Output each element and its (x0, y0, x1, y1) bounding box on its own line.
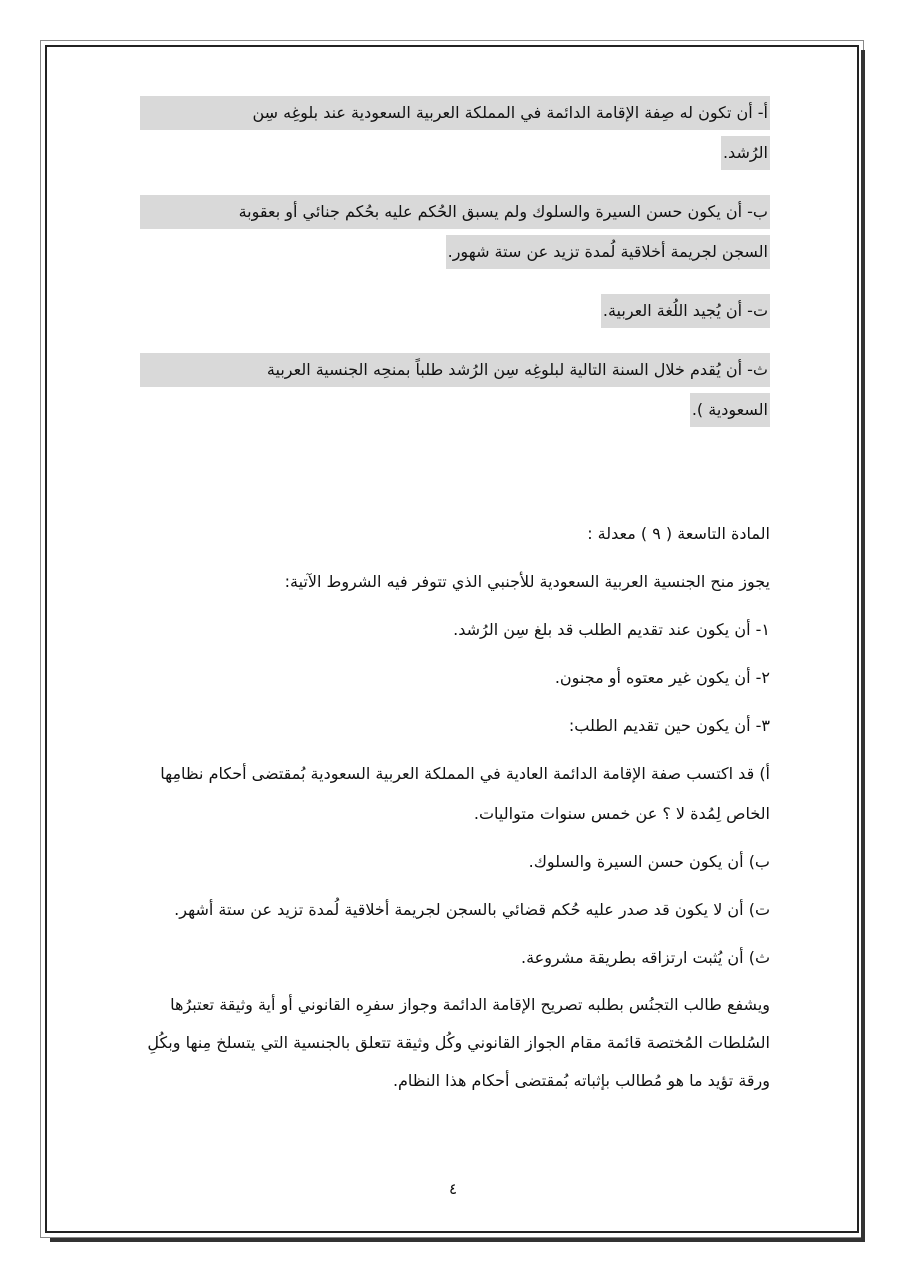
condition-2: ٢- أن يكون غير معتوه أو مجنون. (554, 668, 770, 687)
highlighted-condition-tha (140, 353, 770, 437)
article-heading: المادة التاسعة ( ٩ ) معدلة : (587, 524, 770, 543)
page-border-shadow-right (861, 50, 865, 1242)
document-body (140, 96, 770, 1108)
sub-condition-b: ب) أن يكون حسن السيرة والسلوك. (528, 852, 770, 871)
sub-condition-th: ث) أن يُثبت ارتزاقه بطريقة مشروعة. (520, 948, 770, 967)
highlighted-condition-ba (140, 195, 770, 279)
highlighted-condition-alef (140, 96, 770, 180)
section-gap (140, 452, 770, 514)
highlighted-line: الرُشد. (721, 136, 770, 170)
sub-condition-a: أ) قد اكتسب صفة الإقامة الدائمة العادية في المملكة العربية السعودية بُمقتضى أحكام نظامِها الخاص لِمُدة لا ؟ عن خمس سنوات متواليات. (160, 764, 770, 823)
condition-3: ٣- أن يكون حين تقديم الطلب: (568, 716, 770, 735)
closing-paragraph: ويشفع طالب التجنُس بطلبه تصريح الإقامة الدائمة وجواز سفرِه القانوني أو أية وثيقة تعتبرُها السُلطات المُختصة قائمة مقام الجواز القانوني وكُل وثيقة تتعلق بالجنسية التي يتسلخ مِنها وبكُلِ ورقة تؤيد ما هو مُطالب بإثباته بُمقتضى أحكام هذا النظام. (147, 995, 770, 1090)
highlighted-line: السجن لجريمة أخلاقية لُمدة تزيد عن ستة شهور. (446, 235, 770, 269)
highlighted-condition-ta (140, 294, 770, 338)
highlighted-line: أ- أن تكون له صِفة الإقامة الدائمة في المملكة العربية السعودية عند بلوغِه سِن (140, 96, 770, 130)
page-number: ٤ (448, 1180, 458, 1198)
highlighted-line: ت- أن يُجيد اللُغة العربية. (601, 294, 770, 328)
sub-condition-t: ت) أن لا يكون قد صدر عليه حُكم قضائي بالسجن لجريمة أخلاقية لُمدة تزيد عن ستة أشهر. (174, 900, 770, 919)
page-border-shadow-bottom (50, 1238, 865, 1242)
highlighted-line: ث- أن يُقدم خلال السنة التالية لبلوغِه سِن الرُشد طلباً بمنحِه الجنسية العربية (140, 353, 770, 387)
article-intro: يجوز منح الجنسية العربية السعودية للأجنبي الذي تتوفر فيه الشروط الآتية: (284, 572, 770, 591)
highlighted-line: السعودية ). (690, 393, 770, 427)
highlighted-line: ب- أن يكون حسن السيرة والسلوك ولم يسبق الحُكم عليه بحُكم جنائي أو بعقوبة (140, 195, 770, 229)
condition-1: ١- أن يكون عند تقديم الطلب قد بلغ سِن الرُشد. (453, 620, 770, 639)
